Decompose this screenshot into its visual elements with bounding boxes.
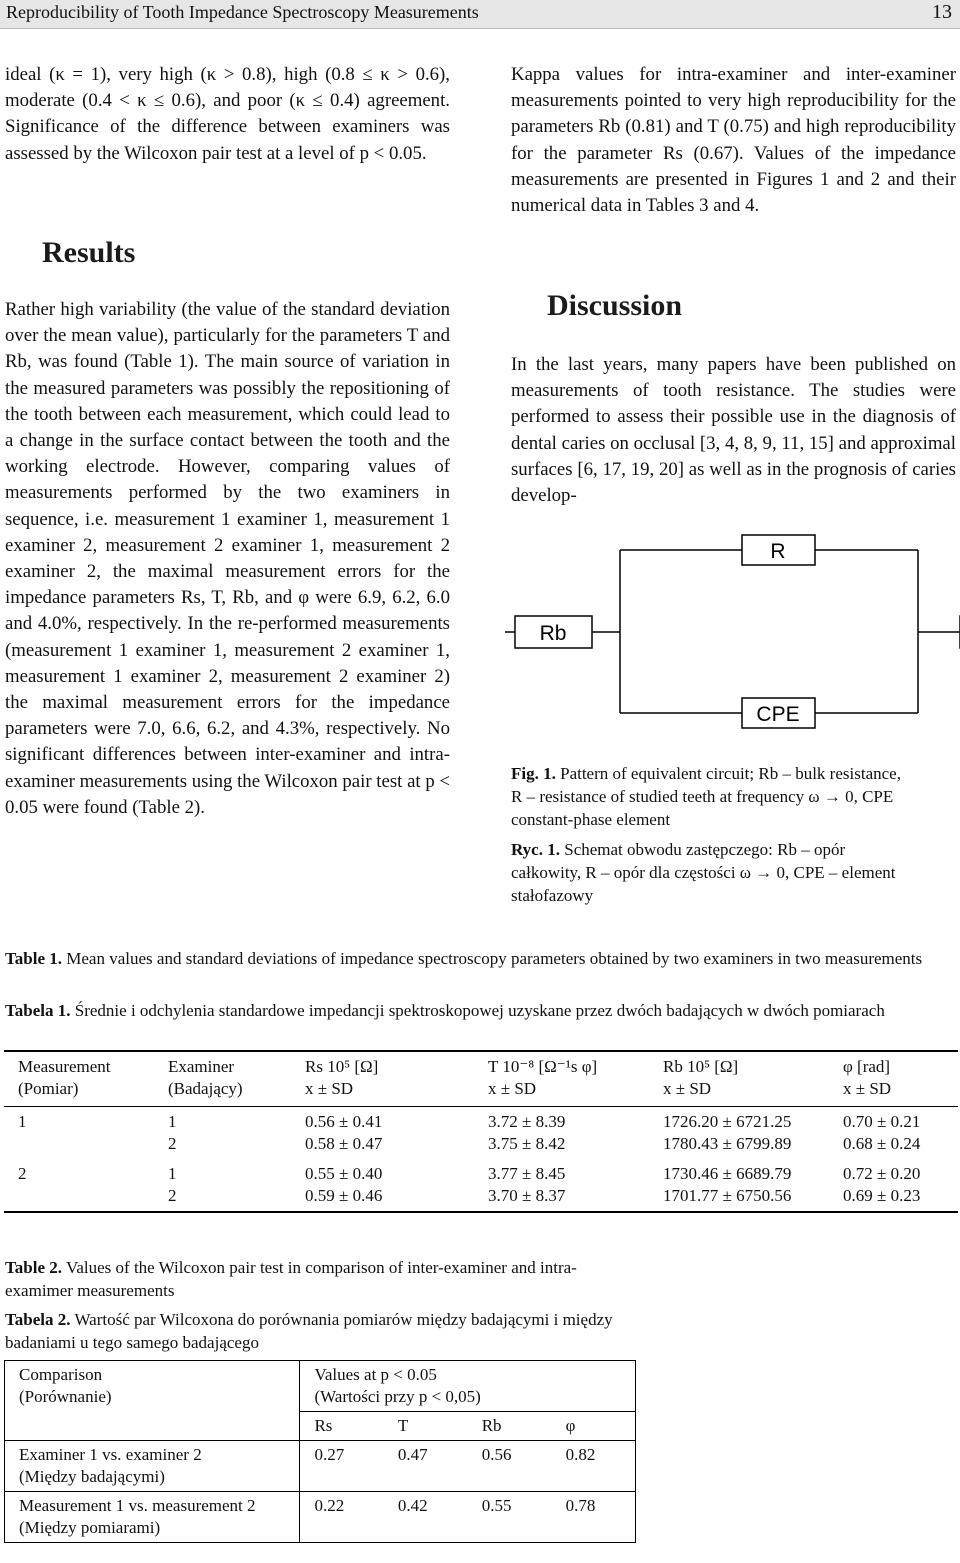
subheader-rs: Rs — [300, 1412, 384, 1441]
table1-cell: 1730.46 ± 6689.79 1701.77 ± 6750.56 — [663, 1164, 792, 1205]
table1-cell: 0.70 ± 0.21 0.68 ± 0.24 — [843, 1112, 921, 1153]
comparison-label: Examiner 1 vs. examiner 2 (Między badającymi) — [5, 1441, 300, 1492]
table1-text-pl: Średnie i odchylenia standardowe impedancji spektroskopowej uzyskane przez dwóch badających w dwóch pomiarach — [74, 1001, 885, 1020]
table1-caption-pl — [5, 999, 935, 1022]
fig1-text-en: Pattern of equivalent circuit; Rb – bulk resistance, R – resistance of studied teeth at frequency ω → 0, CPE constant-phase element — [511, 764, 901, 829]
table2-cell: 0.47 — [384, 1441, 468, 1492]
fig1-caption-en — [511, 762, 911, 831]
left-intro — [5, 62, 450, 167]
table2-cell: 0.55 — [481, 1496, 512, 1515]
fig1-label-en: Fig. 1. — [511, 764, 556, 783]
table1-cell: 1 2 — [168, 1112, 177, 1153]
comparison-label: Measurement 1 vs. measurement 2 (Między pomiarami) — [5, 1492, 300, 1543]
fig1-caption-pl — [511, 838, 911, 907]
subheader-t: T — [384, 1412, 468, 1441]
discussion-heading: Discussion — [547, 289, 683, 322]
table-row — [5, 1492, 636, 1543]
table1-header-cell: Rb 10⁵ [Ω] x ± SD — [649, 1051, 829, 1107]
right-kappa — [511, 62, 956, 219]
table1-header-row — [4, 1051, 958, 1107]
table2 — [4, 1360, 636, 1543]
fig1-label-pl: Ryc. 1. — [511, 840, 560, 859]
table1-header-cell: Measurement (Pomiar) — [4, 1051, 154, 1107]
table1-label-en: Table 1. — [5, 949, 63, 968]
comparison-header: Comparison (Porównanie) — [5, 1361, 300, 1441]
table1-text-en: Mean values and standard deviations of impedance spectroscopy parameters obtained by two examiners in two measurements — [66, 949, 923, 968]
table1 — [4, 1050, 958, 1213]
table1-cell: 2 — [18, 1164, 27, 1183]
table2-cell: 0.42 — [397, 1496, 428, 1515]
table2-label-pl: Tabela 2. — [5, 1310, 71, 1329]
table2-caption-pl — [5, 1308, 625, 1354]
table2-caption-en — [5, 1256, 625, 1302]
table1-header-cell: T 10⁻⁸ [Ω⁻¹s φ] x ± SD — [474, 1051, 649, 1107]
table1-header-cell: Examiner (Badający) — [154, 1051, 291, 1107]
table1-cell: 3.77 ± 8.45 3.70 ± 8.37 — [488, 1164, 566, 1205]
table1-cell: 1 2 — [168, 1164, 177, 1205]
table1-header-cell: Rs 10⁵ [Ω] x ± SD — [291, 1051, 474, 1107]
table1-cell: 3.72 ± 8.39 3.75 ± 8.42 — [488, 1112, 566, 1153]
discussion-paragraph: In the last years, many papers have been published on measurements of tooth resistance. The studies were performed to assess their possible use in the diagnosis of dental caries on occlusal [3, 4, 8, 9, 11, 15] and approximal surfaces [6, 17, 19, 20] as well as in the prognosis of caries develop- — [511, 354, 956, 507]
table2-label-en: Table 2. — [5, 1258, 63, 1277]
subheader-phi: φ — [552, 1412, 636, 1441]
table2-cell: 0.78 — [565, 1496, 596, 1515]
table1-label-pl: Tabela 1. — [5, 1001, 71, 1020]
r-label: R — [770, 540, 786, 563]
table2-cell: 0.56 — [468, 1441, 552, 1492]
rb-label: Rb — [539, 622, 567, 645]
results-paragraph: Rather high variability (the value of the standard deviation over the mean value), particularly for the parameters T and Rb, was found (Table 1). The main source of variation in the measured parameters was possibly the repositioning of the tooth between each measurement, which could lead to a change in the surface contact between the tooth and the working electrode. However, comparing values of measurements performed by the two examiners in sequence, i.e. measurement 1 examiner 1, measurement 1 examiner 2, measurement 2 examiner 1, measurement 2 examiner 2, the maximal measurement errors for the impedance parameters Rs, T, Rb, and φ were 6.9, 6.2, 6.0 and 4.0%, respectively. In the re-performed measurements (measurement 1 examiner 1, measurement 2 examiner 1, measurement 1 examiner 2, measurement 2 examiner 2) the maximal measurement errors for the impedance parameters were 7.0, 6.6, 6.2, and 4.3%, respectively. No significant differences between inter-examiner and intra-examiner measurements using the Wilcoxon pair test at p < 0.05 were found (Table 2). — [5, 299, 450, 818]
intro-paragraph: ideal (κ = 1), very high (κ > 0.8), high (0.8 ≤ κ > 0.6), moderate (0.4 < κ ≤ 0.6), and poor (κ ≤ 0.4) agreement. Significance of the difference between examiners was assessed by the Wilcoxon pair test at a level of p < 0.05. — [5, 64, 450, 164]
table1-cell: 0.56 ± 0.41 0.58 ± 0.47 — [305, 1112, 383, 1153]
table2-text-en: Values of the Wilcoxon pair test in comparison of inter-examiner and intra-examimer measurements — [5, 1258, 577, 1300]
table2-header-row — [5, 1361, 636, 1412]
table1-cell: 0.72 ± 0.20 0.69 ± 0.23 — [843, 1164, 921, 1205]
running-header — [0, 0, 960, 29]
values-header: Values at p < 0.05 (Wartości przy p < 0,05) — [300, 1361, 636, 1412]
fig1-text-pl: Schemat obwodu zastępczego: Rb – opór całkowity, R – opór dla częstości ω → 0, CPE – element stałofazowy — [511, 840, 896, 905]
table-row — [4, 1107, 958, 1160]
running-title: Reproducibility of Tooth Impedance Spectroscopy Measurements — [6, 2, 479, 22]
subheader-rb: Rb — [468, 1412, 552, 1441]
table1-cell: 1 — [18, 1112, 27, 1131]
table1-header-cell: φ [rad] x ± SD — [829, 1051, 958, 1107]
circuit-diagram — [505, 530, 960, 750]
results-heading: Results — [42, 236, 136, 269]
table1-caption-en — [5, 947, 935, 970]
table2-cell: 0.22 — [314, 1496, 345, 1515]
left-results — [5, 297, 450, 821]
table1-cell: 1726.20 ± 6721.25 1780.43 ± 6799.89 — [663, 1112, 792, 1153]
table-row — [5, 1441, 636, 1492]
table1-cell: 0.55 ± 0.40 0.59 ± 0.46 — [305, 1164, 383, 1205]
table-row — [4, 1159, 958, 1212]
cpe-label: CPE — [756, 703, 800, 726]
right-discussion — [511, 352, 956, 509]
kappa-paragraph: Kappa values for intra-examiner and inter-examiner measurements pointed to very high reproducibility for the parameters Rb (0.81) and T (0.75) and high reproducibility for the parameter Rs (0.67). Values of the impedance measurements are presented in Figures 1 and 2 and their numerical data in Tables 3 and 4. — [511, 64, 956, 217]
table2-text-pl: Wartość par Wilcoxona do porównania pomiarów między badającymi i między badaniami u tego samego badającego — [5, 1310, 613, 1352]
table2-cell: 0.82 — [552, 1441, 636, 1492]
page-number: 13 — [932, 1, 952, 23]
table2-cell: 0.27 — [300, 1441, 384, 1492]
